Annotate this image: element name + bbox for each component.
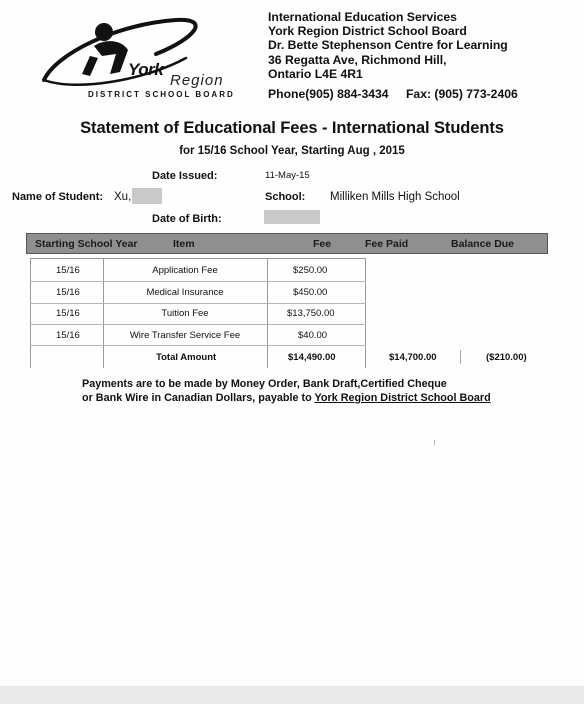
student-name-label: Name of Student: [12,191,104,203]
payment-line-1: Payments are to be made by Money Order, Bank Draft,Certified Cheque [82,378,447,390]
scan-artifact [434,440,435,445]
redacted-dob [264,210,320,224]
document-subtitle: for 15/16 School Year, Starting Aug , 2015 [179,145,405,157]
payment-line-2 [82,391,491,405]
total-balance: ($210.00) [486,352,527,363]
address-block [268,10,508,81]
payee-name: York Region District School Board [314,392,491,404]
row-fee: $450.00 [293,287,328,298]
address-line: Ontario L4E 4R1 [268,66,363,81]
dob-label: Date of Birth: [152,213,222,225]
total-label: Total Amount [156,352,217,363]
row-year: 15/16 [56,265,80,276]
row-divider [30,345,366,346]
phone-number: Phone(905) 884-3434 [268,87,389,101]
address-line: Dr. Bette Stephenson Centre for Learning [268,38,508,53]
row-year: 15/16 [56,287,80,298]
payment-line-2-text: or Bank Wire in Canadian Dollars, payable to [82,392,312,404]
row-year: 15/16 [56,330,80,341]
total-fee: $14,490.00 [288,352,336,363]
row-fee: $40.00 [298,330,328,341]
address-line: York Region District School Board [268,24,467,39]
logo-district-text: DISTRICT SCHOOL BOARD [88,90,235,99]
col-header-item: Item [173,238,195,250]
fax-number: Fax: (905) 773-2406 [405,87,518,101]
row-item: Application Fee [152,265,218,276]
row-divider [30,281,366,282]
viewer-bottom-bar [0,686,584,704]
row-year: 15/16 [56,308,80,319]
document-title: Statement of Educational Fees - International Students [80,119,504,137]
school-label: School: [265,191,306,203]
student-name-value: Xu, [114,191,132,203]
col-header-balance: Balance Due [451,238,515,250]
row-divider [30,303,366,304]
date-issued-label: Date Issued: [152,170,218,182]
logo-york-text: York [128,60,164,79]
logo-region-text: Region [170,72,224,89]
col-header-fee: Fee [313,238,332,250]
row-fee: $250.00 [293,265,328,276]
row-fee: $13,750.00 [287,308,335,319]
column-divider [267,258,268,368]
column-mark [460,350,461,364]
row-item: Wire Transfer Service Fee [129,330,241,341]
yrdsb-logo [36,14,236,106]
row-item: Tuition Fee [161,308,209,319]
total-paid: $14,700.00 [389,352,437,363]
contact-line [268,87,518,101]
row-divider [30,324,366,325]
fee-table-header [26,233,548,254]
address-line: 36 Regatta Ave, Richmond Hill, [268,52,447,67]
address-line: International Education Services [268,10,457,24]
col-header-fee-paid: Fee Paid [365,238,409,250]
school-value: Milliken Mills High School [330,191,460,203]
redacted-name [132,188,162,204]
row-item: Medical Insurance [146,287,224,298]
date-issued-value: 11-May-15 [265,170,310,181]
payment-instructions [82,377,491,405]
col-header-year: Starting School Year [35,238,138,250]
